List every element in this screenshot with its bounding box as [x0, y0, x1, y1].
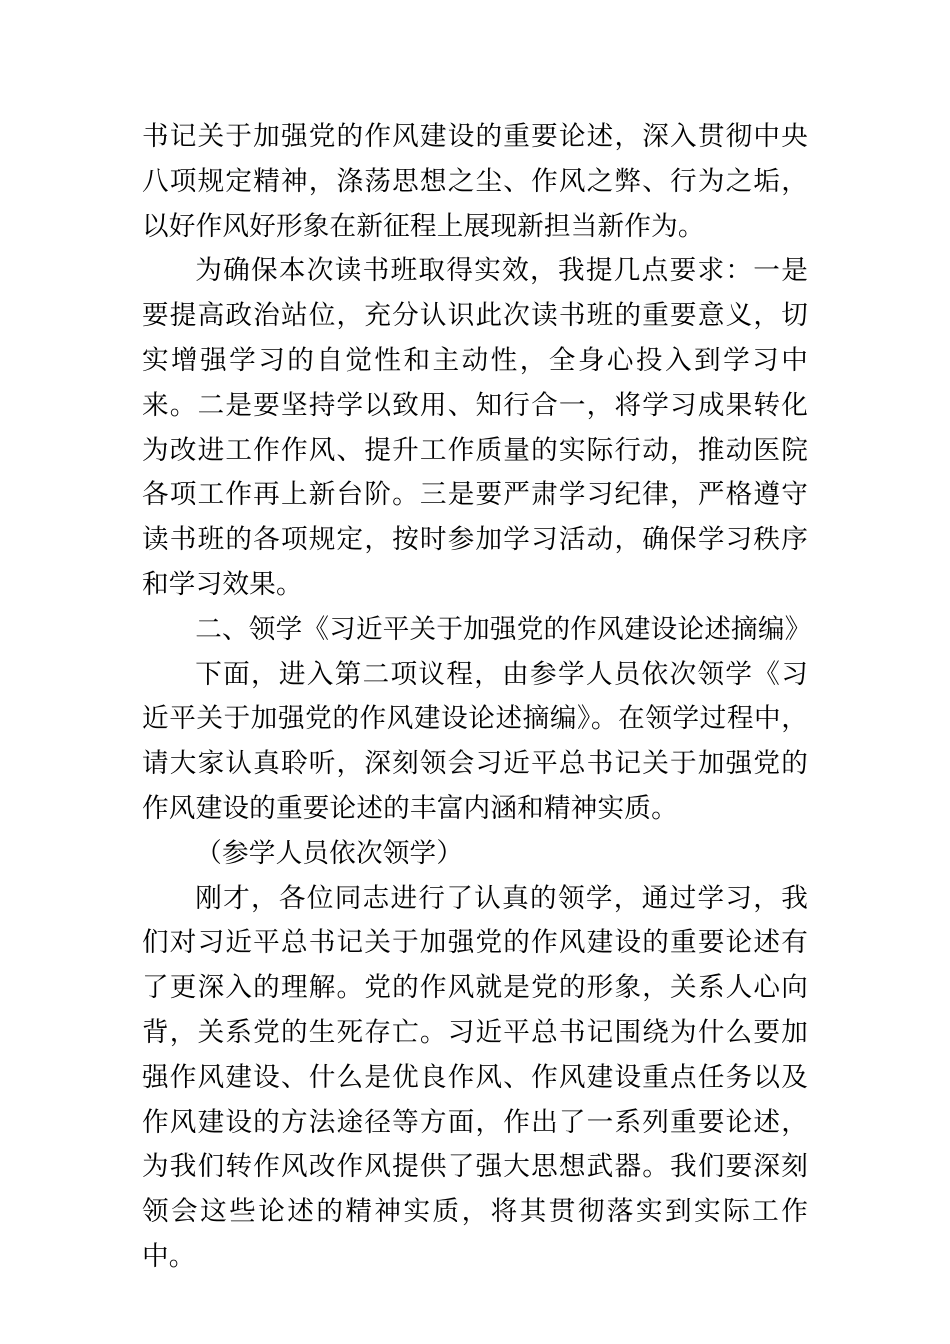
paragraph: 书记关于加强党的作风建设的重要论述，深入贯彻中央八项规定精神，涤荡思想之尘、作风之弊、行为之垢，以好作风好形象在新征程上展现新担当新作为。	[142, 121, 808, 241]
document-body	[142, 114, 812, 1279]
paragraph: 下面，进入第二项议程，由参学人员依次领学《习近平关于加强党的作风建设论述摘编》。在领学过程中，请大家认真聆听，深刻领会习近平总书记关于加强党的作风建设的重要论述的丰富内涵和精神实质。	[142, 658, 808, 823]
paragraph: 刚才，各位同志进行了认真的领学，通过学习，我们对习近平总书记关于加强党的作风建设的重要论述有了更深入的理解。党的作风就是党的形象，关系人心向背，关系党的生死存亡。习近平总书记围绕为什么要加强作风建设、什么是优良作风、作风建设重点任务以及作风建设的方法途径等方面，作出了一系列重要论述，为我们转作风改作风提供了强大思想武器。我们要深刻领会这些论述的精神实质，将其贯彻落实到实际工作中。	[142, 882, 808, 1271]
paragraph: 为确保本次读书班取得实效，我提几点要求：一是要提高政治站位，充分认识此次读书班的重要意义，切实增强学习的自觉性和主动性，全身心投入到学习中来。二是要坚持学以致用、知行合一，将学习成果转化为改进工作作风、提升工作质量的实际行动，推动医院各项工作再上新台阶。三是要严肃学习纪律，严格遵守读书班的各项规定，按时参加学习活动，确保学习秩序和学习效果。	[142, 255, 808, 599]
section-heading: 二、领学《习近平关于加强党的作风建设论述摘编》	[195, 613, 812, 644]
paragraph: （参学人员依次领学）	[195, 837, 464, 868]
